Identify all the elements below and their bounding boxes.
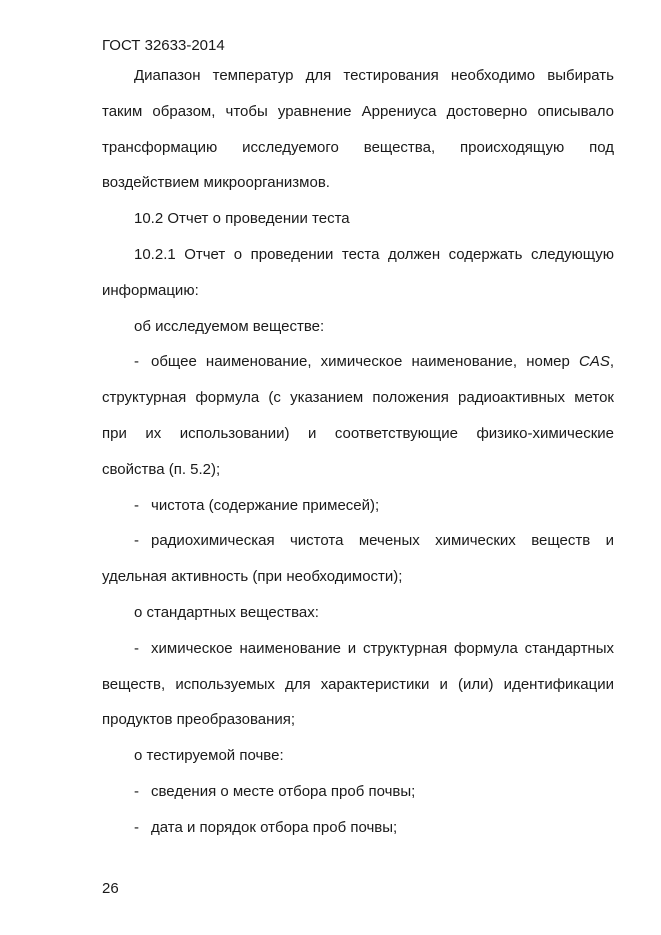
document-code-header: ГОСТ 32633-2014: [102, 37, 225, 54]
text-line: свойства (п. 5.2);: [102, 460, 221, 478]
text-line: - химическое наименование и структурная формула стандартных: [102, 631, 614, 667]
page-number: 26: [102, 880, 119, 897]
list-dash: -: [134, 782, 139, 800]
subheading-substance: об исследуемом веществе:: [134, 317, 325, 335]
document-body: [102, 58, 614, 846]
text-line: структурная формула (с указанием положения радиоактивных меток: [102, 389, 614, 407]
list-item: [102, 488, 614, 524]
subheading-standard: о стандартных веществах:: [134, 603, 319, 621]
text-line: трансформацию исследуемого вещества, происходящую под: [102, 138, 614, 156]
list-item: [102, 344, 614, 487]
cas-label: CAS: [578, 353, 610, 371]
subheading-soil: о тестируемой почве:: [134, 747, 284, 765]
list-dash: -: [134, 532, 139, 550]
text-line: удельная активность (при необходимости);: [102, 568, 403, 586]
text-line: - общее наименование, химическое наименование, номер CAS,: [102, 344, 614, 380]
text-line: воздействием микроорганизмов.: [102, 174, 330, 192]
section-heading: 10.2 Отчет о проведении теста: [134, 210, 350, 228]
paragraph-report-content: [102, 237, 614, 309]
text-line: при их использовании) и соответствующие физико-химические: [102, 424, 614, 442]
text-line: таким образом, чтобы уравнение Аррениуса достоверно описывало: [102, 102, 614, 120]
paragraph-arrhenius: [102, 58, 614, 201]
text-line: веществ, используемых для характеристики и (или) идентификации: [102, 675, 614, 693]
text-line: - радиохимическая чистота меченых химических веществ и: [102, 523, 614, 559]
list-dash: -: [134, 353, 139, 371]
text-line: - сведения о месте отбора проб почвы;: [102, 774, 614, 810]
text-line: - дата и порядок отбора проб почвы;: [102, 810, 614, 846]
text-line: - чистота (содержание примесей);: [102, 488, 614, 524]
list-item: [102, 523, 614, 595]
list-dash: -: [134, 818, 139, 836]
list-dash: -: [134, 639, 139, 657]
text-line: информацию:: [102, 281, 199, 299]
list-item: [102, 774, 614, 810]
text-line: 10.2.1 Отчет о проведении теста должен содержать следующую: [134, 245, 614, 263]
list-dash: -: [134, 496, 139, 514]
list-item: [102, 631, 614, 738]
text-line: продуктов преобразования;: [102, 711, 296, 729]
list-item: [102, 810, 614, 846]
text-line: Диапазон температур для тестирования необходимо выбирать: [134, 67, 614, 84]
